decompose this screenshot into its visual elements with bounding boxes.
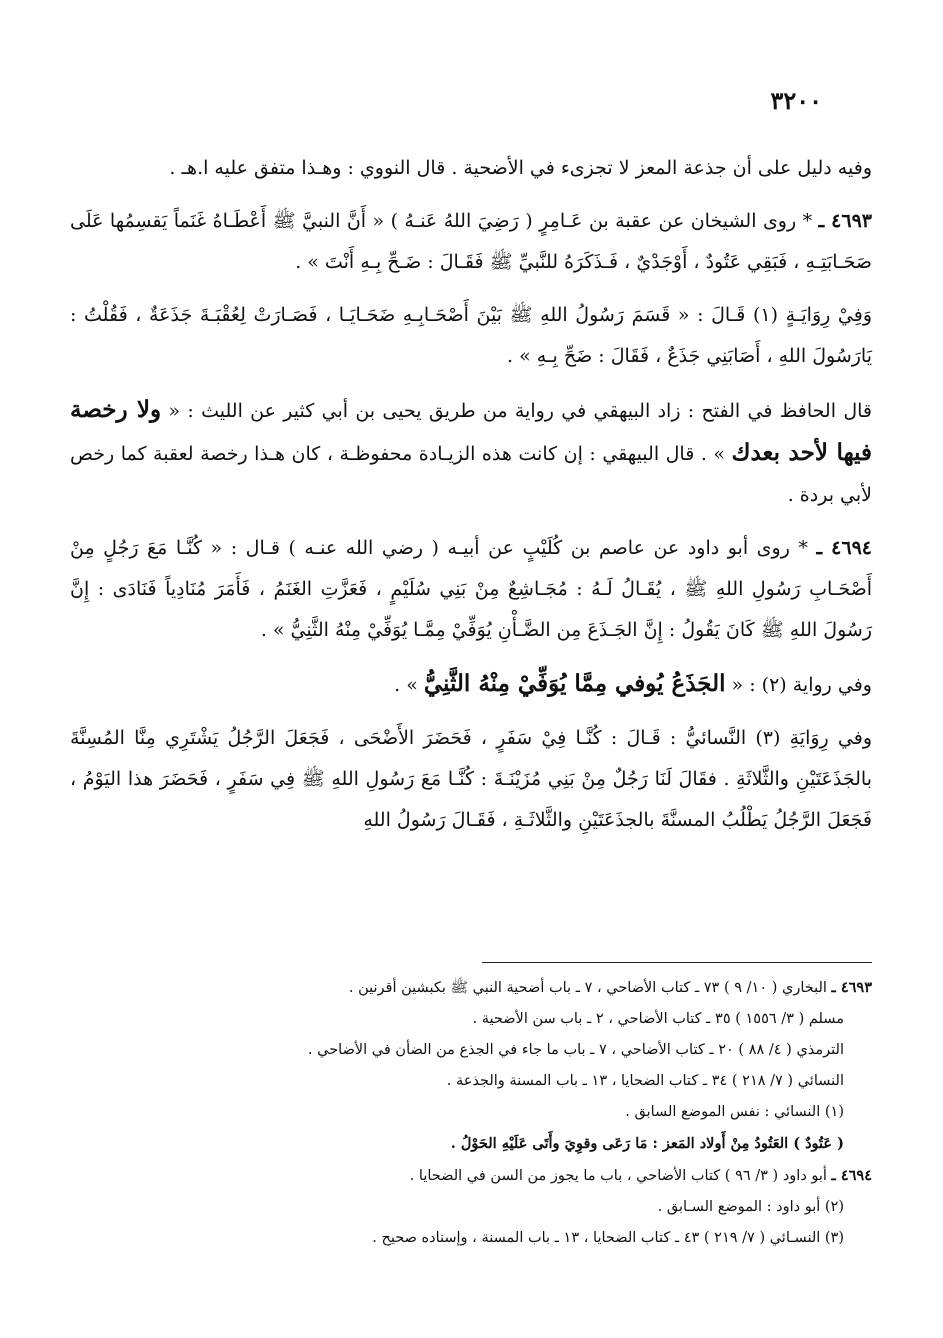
emphasized-quote: الجَذَعُ يُوفي مِمَّا يُوَفِّيْ مِنْهُ الثَّنِيُّ (423, 670, 726, 697)
footnote-line (120, 1097, 872, 1128)
paragraph-intro (70, 148, 872, 189)
paragraph-narration-2 (70, 663, 872, 706)
paragraph-hadith-4694 (70, 528, 872, 651)
footnote-line (120, 1004, 872, 1035)
paragraph-hadith-4693 (70, 201, 872, 283)
footnote-number: ٤٦٩٣ ـ (831, 979, 872, 996)
paragraph-text: وفي رِوَايَةِ (٣) النَّسائيُّ : قَـالَ : كُنَّـا فِيْ سَفَرٍ ، فَحَضَرَ الأَضْحَى ، فَجَعَلَ الرَّجُلُ يَشْتَرِي مِنَّا المُسِنَّةَ بالجَذَعَتَيْنِ والثَّلاثَةِ . فقَالَ لَنَا رَجُلٌ مِنْ بَنِي مُزَيْنَـةَ : كُنَّـا مَعَ رَسُولِ اللهِ ﷺ فِي سَفَرٍ ، فَحَضَرَ هذا اليَوْمُ ، فَجَعَلَ الرَّجُلُ يَطْلُبُ المسنَّةَ بالجذَعَتَيْنِ والثَّلاثَـةِ ، فَقَـالَ رَسُولُ اللهِ (70, 727, 873, 831)
paragraph-text: وَفِيْ رِوَايَـةٍ (١) قَـالَ : « قَسَمَ رَسُولُ اللهِ ﷺ بَيْنَ أَصْحَـابِـهِ ضَحَـايَـا ، فَصَـارَتْ لِعُقْبَـةَ جَذَعَةٌ ، فَقُلْتُ : يَارَسُولَ اللهِ ، أَصَابَنِي جَذَعٌ ، فَقَالَ : ضَحِّ بِـهِ » . (70, 304, 872, 367)
footnote-line (120, 1192, 872, 1223)
paragraph-text: قال الحافظ في الفتح : زاد البيهقي في رواية من طريق يحيى بن أبي كثير عن الليث : « (161, 400, 872, 422)
footnote-text: النسائي ( ٧/ ٢١٨ ) ٣٤ ـ كتاب الضحايا ، ١٣ ـ باب المسنة والجذعة . (446, 1073, 844, 1089)
paragraph-narration-3 (70, 718, 872, 841)
footnote-divider (482, 962, 872, 963)
footnote-number: ٤٦٩٤ ـ (831, 1167, 872, 1184)
footnote-line (120, 1066, 872, 1097)
paragraph-text: » . (394, 674, 424, 696)
paragraph-text: * روى أبو داود عن عاصم بن كُلَيْبٍ عن أبيـه ( رضي الله عنـه ) قـال : « كُنَّـا مَعَ رَجُلٍ مِنْ أَصْحَـابِ رَسُولِ اللهِ ﷺ ، يُقَـالُ لَـهُ : مُجَـاشِعٌ مِنْ بَنِي سُلَيْمٍ ، فَعَزَّتِ الغَنَمُ ، فَأَمَرَ مُنَادِياً فَنَادَى : إِنَّ رَسُولَ اللهِ ﷺ كَانَ يَقُولُ : إِنَّ الجَـذَعَ مِن الضَّـأْنِ يُوَفِّيْ مِمَّـا يُوَفِّيْ مِنْهُ الثَّنِيُّ » . (70, 537, 872, 641)
main-text (70, 148, 872, 853)
footnote-text: مسلم ( ٣/ ١٥٥٦ ) ٣٥ ـ كتاب الأضاحي ، ٢ ـ باب سن الأضحية . (472, 1011, 844, 1027)
paragraph-text: وفي رواية (٢) : « (725, 674, 872, 696)
hadith-number: ٤٦٩٣ ـ (818, 210, 872, 232)
paragraph-text: » . قال البيهقي : إن كانت هذه الزيـادة محفوظـة ، كان هـذا رخصة لعقبة كما رخص لأبي بردة . (70, 443, 872, 506)
footnote-text: الترمذي ( ٤/ ٨٨ ) ٢٠ ـ كتاب الأضاحي ، ٧ ـ باب ما جاء في الجذع من الضأن في الأضاحي . (307, 1042, 844, 1058)
paragraph-text: * روى الشيخان عن عقبة بن عَـامِرٍ ( رَضِيَ اللهُ عَنـهُ ) « أَنَّ النبيَّ ﷺ أَعْطَـاهُ غَنَماً يَقسِمُها عَلَى صَحَـابَتِـهِ ، فَبَقِي عَتُودٌ ، أَوْجَدْيٌ ، فَـذَكَرَهُ للنَّبيِّ ﷺ فَقَـالَ : ضَـحِّ بِـهِ أَنْتَ » . (70, 210, 872, 273)
footnote-line (120, 1223, 872, 1254)
footnote-text: (٢) أبو داود : الموضع السـابق . (657, 1199, 844, 1215)
footnote-line (120, 1160, 872, 1192)
footnote-line (120, 1128, 872, 1160)
footnote-line (120, 972, 872, 1004)
footnotes (120, 972, 872, 1254)
paragraph-hafiz-commentary (70, 389, 872, 516)
footnote-text: (٣) النسـائي ( ٧/ ٢١٩ ) ٤٣ ـ كتاب الضحايا ، ١٣ ـ باب المسنة ، وإسناده صحيح . (372, 1230, 844, 1246)
hadith-number: ٤٦٩٤ ـ (816, 537, 872, 559)
paragraph-narration-1 (70, 295, 872, 377)
page-number: ٣٢٠٠ (770, 86, 822, 115)
footnote-text: ( عَتُودٌ ) العَتُودُ مِنْ أَولاد المَعز : مَا رَعَى وقوِيَ وأَتَى عَلَيْهِ الحَوْلُ . (450, 1135, 844, 1152)
footnote-line (120, 1035, 872, 1066)
footnote-text: أبو داود ( ٣/ ٩٦ ) كتاب الأضاحي ، باب ما يجوز من السن في الضحايا . (409, 1168, 832, 1184)
footnote-text: البخاري ( ١٠/ ٩ ) ٧٣ ـ كتاب الأضاحي ، ٧ ـ باب أضحية النبي ﷺ بكبشين أقرنين . (348, 980, 832, 996)
emphasized-quote: ولا رخصة فيها لأحد بعدك (70, 396, 872, 466)
paragraph-text: وفيه دليل على أن جذعة المعز لا تجزىء في الأضحية . قال النووي : وهـذا متفق عليه ا.هـ . (169, 157, 872, 179)
footnote-text: (١) النسائي : نفس الموضع السابق . (625, 1104, 844, 1120)
